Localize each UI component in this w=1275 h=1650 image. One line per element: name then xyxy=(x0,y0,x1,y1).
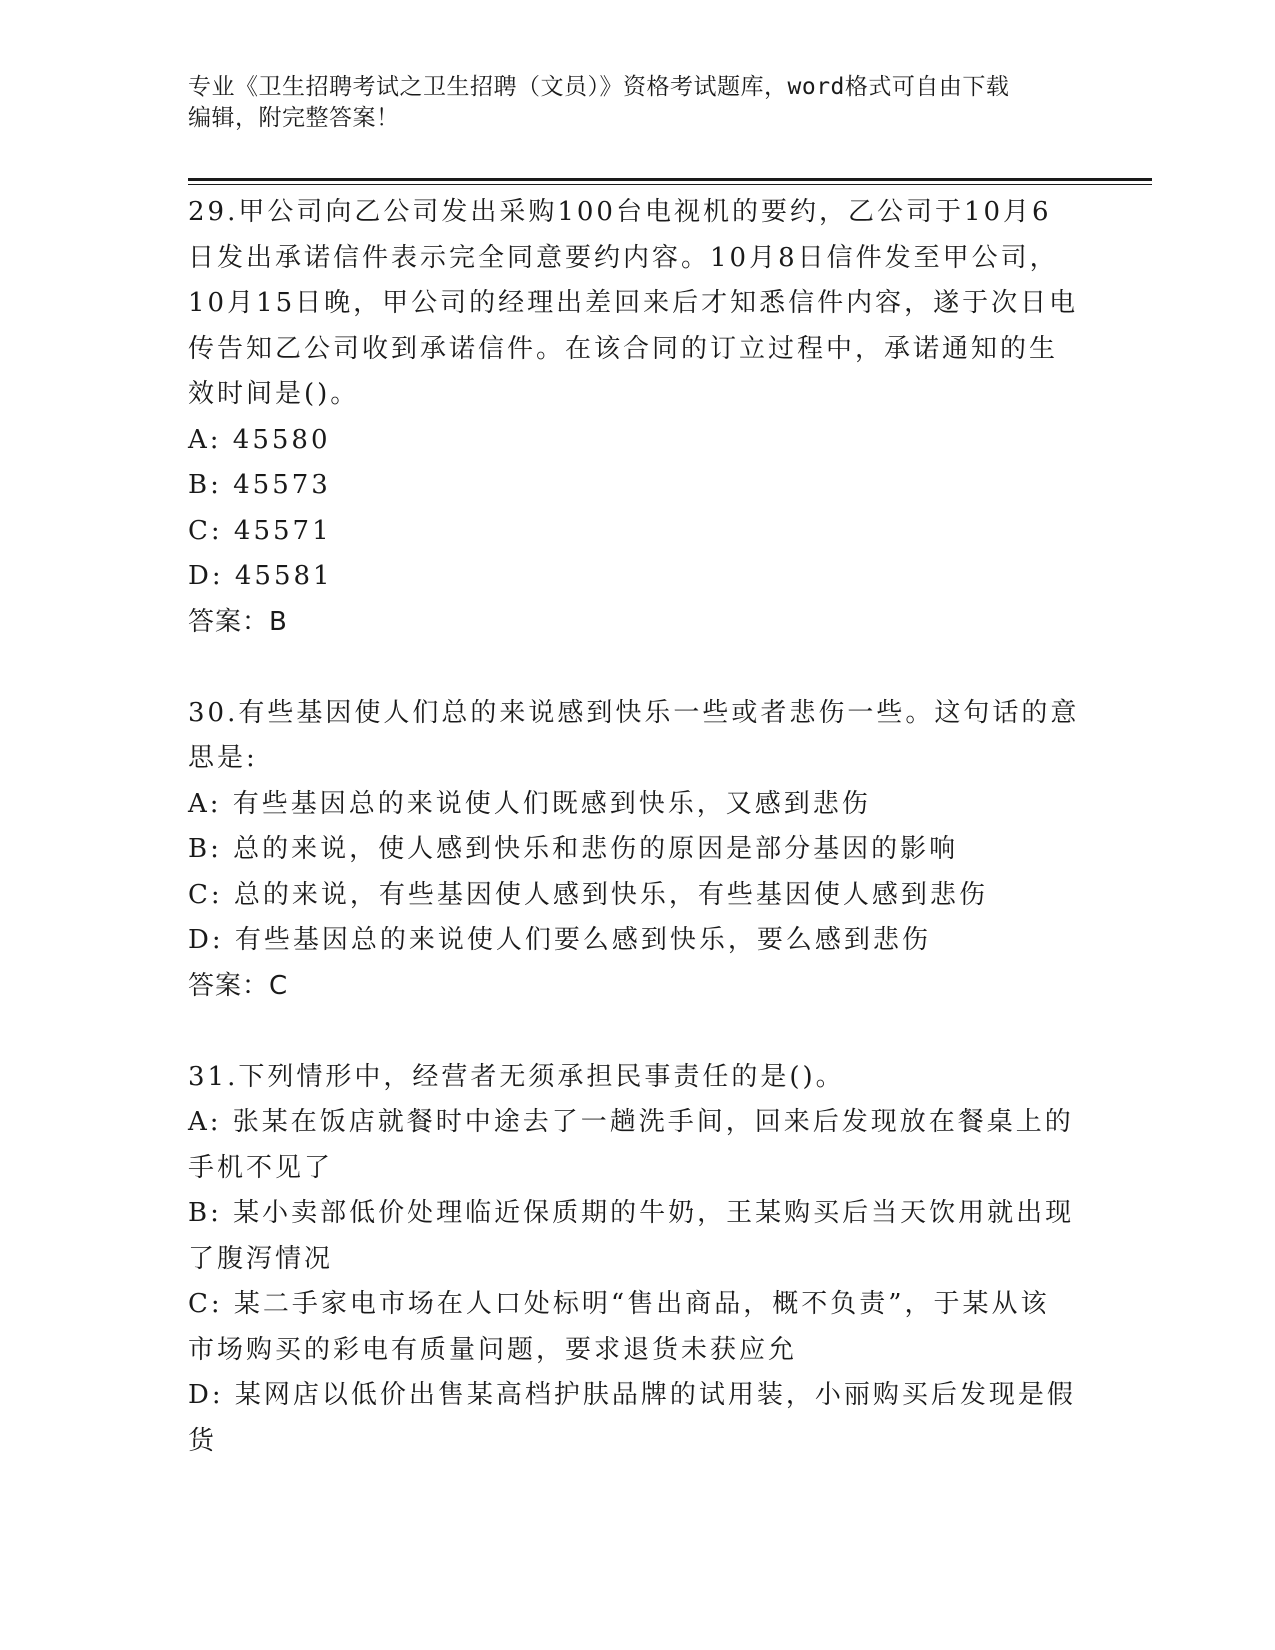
option-b-continued: 了腹泻情况 xyxy=(188,1243,334,1274)
option-c: C: 某二手家电市场在人口处标明“售出商品，概不负责”，于某从该 xyxy=(188,1289,1050,1319)
question-text-line: 日发出承诺信件表示完全同意要约内容。10月8日信件发至甲公司， xyxy=(188,242,1059,273)
question-text-line: 30.有些基因使人们总的来说感到快乐一些或者悲伤一些。这句话的意 xyxy=(188,697,1080,728)
answer-text: 答案：B xyxy=(188,606,288,637)
question-text-line: 思是: xyxy=(188,743,258,773)
spacer xyxy=(188,645,1088,691)
answer-text: 答案：C xyxy=(188,970,289,1001)
option-c: C: 总的来说，有些基因使人感到快乐，有些基因使人感到悲伤 xyxy=(188,879,988,910)
question-text-line: 29.甲公司向乙公司发出采购100台电视机的要约，乙公司于10月6 xyxy=(188,197,1052,227)
option-a: A: 有些基因总的来说使人们既感到快乐，又感到悲伤 xyxy=(188,788,871,819)
option-d: D: 45581 xyxy=(188,561,333,591)
header-divider-thick xyxy=(188,178,1152,181)
option-a-continued: 手机不见了 xyxy=(188,1152,334,1183)
option-d: D: 有些基因总的来说使人们要么感到快乐，要么感到悲伤 xyxy=(188,925,931,955)
question-30 xyxy=(188,691,1088,1010)
option-c-continued: 市场购买的彩电有质量问题，要求退货未获应允 xyxy=(188,1334,798,1365)
page-header xyxy=(188,72,1068,134)
option-a: A: 张某在饭店就餐时中途去了一趟洗手间，回来后发现放在餐桌上的 xyxy=(188,1107,1074,1137)
option-d: D: 某网店以低价出售某高档护肤品牌的试用装，小丽购买后发现是假 xyxy=(188,1380,1076,1410)
option-a: A: 45580 xyxy=(188,424,331,455)
header-divider-thin xyxy=(188,184,1152,185)
header-line-2: 编辑，附完整答案！ xyxy=(188,105,400,131)
option-b: B: 某小卖部低价处理临近保质期的牛奶，王某购买后当天饮用就出现 xyxy=(188,1198,1075,1228)
option-b: B: 45573 xyxy=(188,470,331,500)
question-31 xyxy=(188,1055,1088,1465)
question-text-line: 传告知乙公司收到承诺信件。在该合同的订立过程中，承诺通知的生 xyxy=(188,333,1059,364)
header-line-1: 专业《卫生招聘考试之卫生招聘（文员）》资格考试题库，word格式可自由下载 xyxy=(188,74,1010,100)
spacer xyxy=(188,1009,1088,1055)
question-text-line: 10月15日晚，甲公司的经理出差回来后才知悉信件内容，遂于次日电 xyxy=(188,288,1079,318)
option-b: B: 总的来说，使人感到快乐和悲伤的原因是部分基因的影响 xyxy=(188,834,959,864)
option-d-continued: 货 xyxy=(188,1425,218,1456)
question-list xyxy=(188,190,1088,1464)
question-text-line: 效时间是()。 xyxy=(188,379,360,409)
question-text-line: 31.下列情形中，经营者无须承担民事责任的是()。 xyxy=(188,1061,845,1092)
option-c: C: 45571 xyxy=(188,515,332,546)
question-29 xyxy=(188,190,1088,645)
